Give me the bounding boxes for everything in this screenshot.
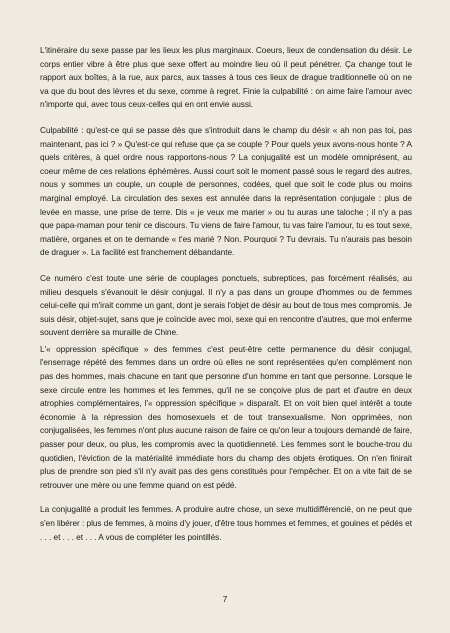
paragraph-numero: Ce numéro c'est toute une série de couplages ponctuels, subreptices, pas forcément réalisés, au milieu desquels s'évanouit le désir conjugal. Il n'y a pas dans un groupe d'hommes ou de femmes celui-celle qui m'irait comme un gant, dont je serais l'objet de désir au bout de tous mes compromis. Je suis désir, objet-sujet, sans que je coïncide avec moi, sexe qui en rencontre d'autres, que moi enferme souvent derrière sa muraille de Chine. bbox=[40, 272, 412, 338]
paragraph-itineraire: L'itinéraire du sexe passe par les lieux les plus marginaux. Coeurs, lieux de condensation du désir. Le corps entier vibre à être plus que sexe offert au moindre lieu où il peut pénétrer. Ça change tout le rapport aux boîtes, à la rue, aux parcs, aux tasses à tous ces lieux de drague traditionnelle où on ne va que du bout des lèvres et du sexe, comme à regret. Finie la culpabilité : on aime faire l'amour avec n'importe qui, avec tous ceux-celles qui en ont envie aussi. bbox=[40, 45, 412, 110]
page-number: 7 bbox=[222, 594, 228, 604]
paragraph-oppression: L'« oppression spécifique » des femmes c'est peut-être cette permanence du désir conjugal, l'enserrage répété des femmes dans un ordre où elles ne sont représentées qu'en complément non pas des hommes, mais chacune en tant que personne d'un homme en tant que personne. Lorsque le sexe circule entre les hommes et les femmes, qu'il ne se conçoive plus de part et d'autre en deux atrophies complémentaires, l'« oppression spécifique » disparaît. Et on voit bien quel intérêt a toute économie à la répression des homosexuels et de tout transexualisme. Non opprimées, non conjugalisées, les femmes n'ont plus aucune raison de faire ce qu'on leur a toujours demandé de faire, passer pour deux, ou plus, les compromis avec la quotidienneté. Les femmes sont le bouche-trou du quotidien, l'éviction de la matérialité immédiate hors du champ des objets érotiques. On n'en finirait plus de prendre son pied s'il n'y avait pas des gens constitués pour l'empêcher. Et on a vite fait de se retrouver une mère ou une femme quand on est pédé. bbox=[40, 343, 412, 490]
paragraph-conjugalite: La conjugalité a produit les femmes. A produire autre chose, un sexe multidifférencié, on ne peut que s'en libérer : plus de femmes, à moins d'y jouer, d'être tous hommes et femmes, et gouines et pédés et . . . et . . . et . . . A vous de compléter les pointillés. bbox=[40, 504, 412, 542]
paragraph-culpabilite: Culpabilité : qu'est-ce qui se passe dès que s'introduit dans le champ du désir « ah non pas toi, pas maintenant, pas ici ? » Qu'est-ce qui refuse que ça se couple ? Pour quels yeux avons-nous honte ? A quels critères, à quel ordre nous rapportons-nous ? La conjugalité est un modèle omniprésent, au coeur même de ces relations éphémères. Aussi court soit le moment passé sous le regard des autres, nous y sommes un couple, un couple de personnes, codées, quel que soit le code plus ou moins marginal employé. La circulation des sexes est annulée dans la représentation conjugale : plus de levée en masse, une prise de terre. Dis « je veux me marier » ou tu auras une taloche ; il n'y a pas que papa-maman pour tenir ce discours. Tu viens de faire l'amour, tu vas faire l'amour, tu es tout sexe, matière, organes et on te demande « t'es marié ? Non. Pourquoi ? Tu devrais. Tu n'aurais pas besoin de draguer ». La facilité est franchement débandante. bbox=[40, 124, 412, 258]
